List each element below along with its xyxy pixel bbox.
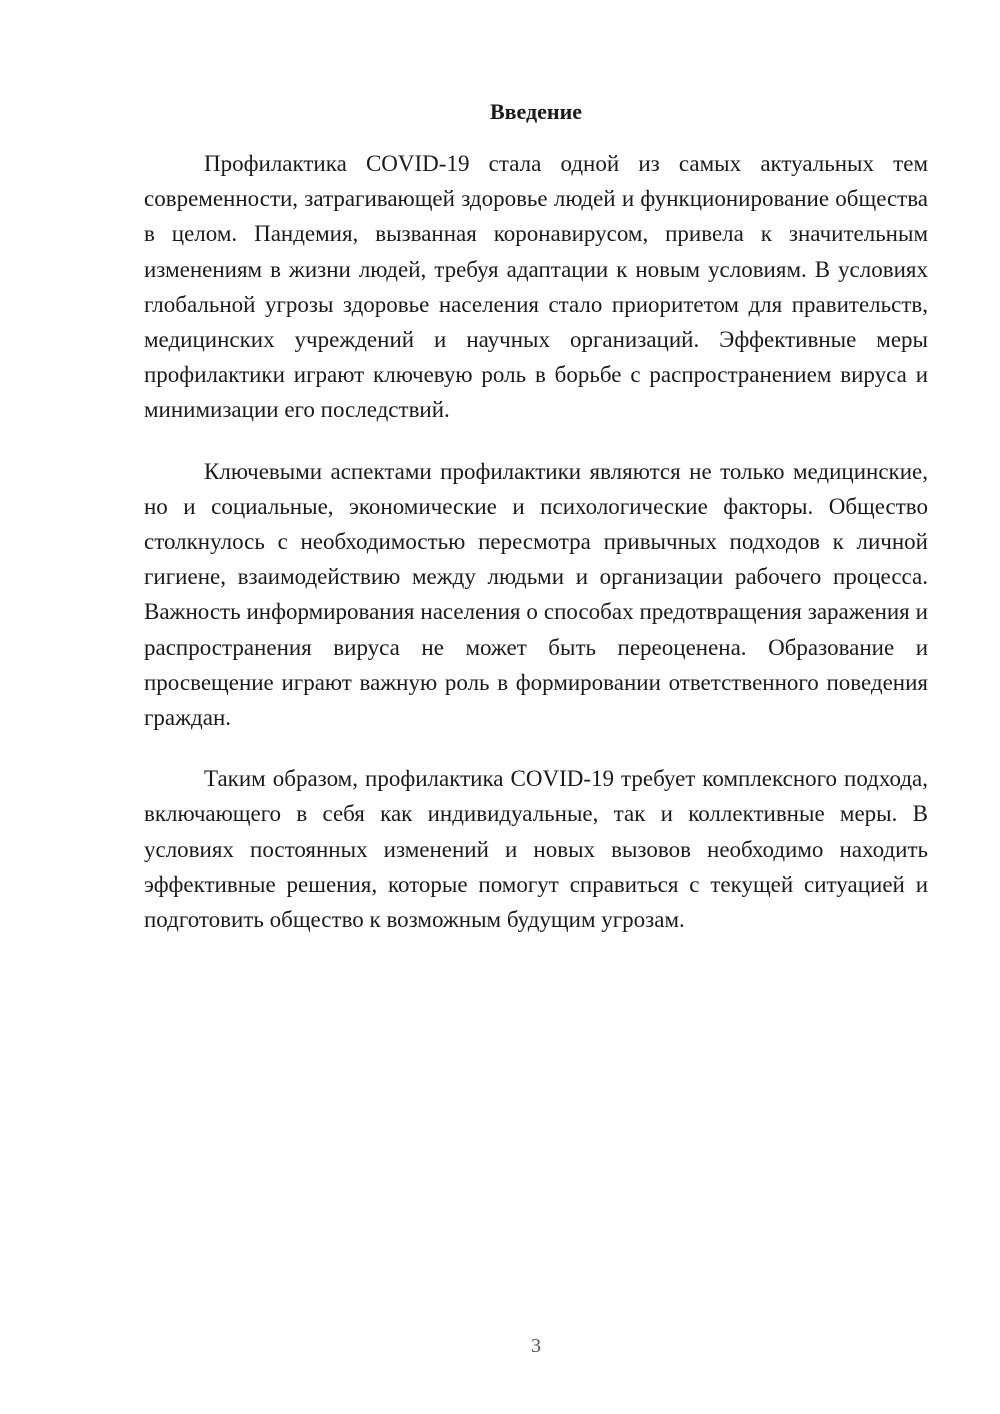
section-title: Введение [489, 99, 583, 124]
page-number: 3 [531, 1335, 541, 1357]
paragraph-3: Таким образом, профилактика COVID-19 требует комплексного подхода, включающего в себя как индивидуальные, так и коллективные меры. В условиях постоянных изменений и новых вызовов необходимо находить эффективные решения, которые помогут справиться с текущей ситуацией и подготовить общество к возможным будущим угрозам. [144, 766, 928, 933]
paragraph-2: Ключевыми аспектами профилактики являются не только медицинские, но и социальные, экономические и психологические факторы. Общество столкнулось с необходимостью пересмотра привычных подходов к личной гигиене, взаимодействию между людьми и организации рабочего процесса. Важность информирования населения о способах предотвращения заражения и распространения вируса не может быть переоценена. Образование и просвещение играют важную роль в формировании ответственного поведения граждан. [144, 458, 928, 731]
paragraph-1: Профилактика COVID-19 стала одной из самых актуальных тем современности, затрагивающей здоровье людей и функционирование общества в целом. Пандемия, вызванная коронавирусом, привела к значительным изменениям в жизни людей, требуя адаптации к новым условиям. В условиях глобальной угрозы здоровье населения стало приоритетом для правительств, медицинских учреждений и научных организаций. Эффективные меры профилактики играют ключевую роль в борьбе с распространением вируса и минимизации его последствий. [144, 151, 928, 423]
document-body [144, 146, 928, 963]
